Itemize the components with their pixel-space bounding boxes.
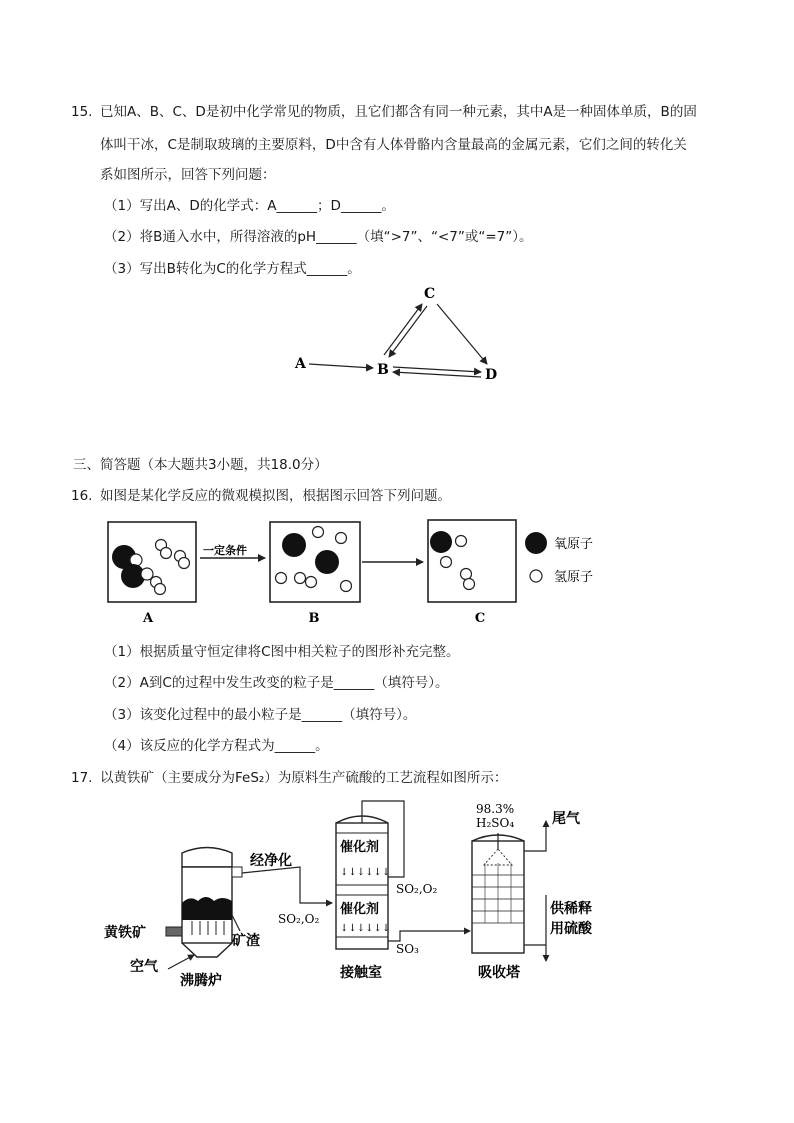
hydrogen-atom <box>141 568 153 580</box>
hydrogen-atom <box>441 557 452 568</box>
slag-outlet <box>232 915 240 931</box>
q16-number: 16. <box>71 488 93 504</box>
q15-conversion-diagram <box>285 282 515 392</box>
box-b-label: B <box>308 611 320 626</box>
air-label: 空气 <box>130 959 158 975</box>
q15-stem-line3: 系如图所示，回答下列问题： <box>100 167 276 183</box>
hydrogen-atom <box>155 584 166 595</box>
so3-label: SO₃ <box>396 942 419 956</box>
reaction-condition: 一定条件 <box>203 544 247 557</box>
q17-process-flow <box>100 795 620 990</box>
acid-concentration: 98.3% <box>476 802 515 816</box>
q15-sub2: （2）将B通入水中，所得溶液的pH______（填“>7”、“<7”或“=7”）。 <box>104 229 533 245</box>
arrow-b-to-d <box>393 367 481 372</box>
dilute-label-line1: 供稀释 <box>550 901 592 917</box>
hydrogen-atom <box>295 573 306 584</box>
hydrogen-atom <box>179 558 190 569</box>
hydrogen-atom <box>461 569 472 580</box>
q16-sub4: （4）该反应的化学方程式为______。 <box>104 738 329 754</box>
oxygen-atom <box>315 550 339 574</box>
q16-sub1: （1）根据质量守恒定律将C图中相关粒子的图形补充完整。 <box>104 644 460 660</box>
q17-stem: 以黄铁矿（主要成分为FeS₂）为原料生产硫酸的工艺流程如图所示： <box>100 770 508 786</box>
legend-hydrogen-label: 氢原子 <box>554 570 594 585</box>
box-c-label: C <box>474 611 486 626</box>
node-d: D <box>485 367 498 383</box>
legend-oxygen-icon <box>525 532 547 554</box>
furnace-to-contact-pipe <box>242 867 332 903</box>
slag-label: 矿渣 <box>232 933 260 949</box>
section-title: 三、简答题（本大题共3小题，共18.0分） <box>73 457 328 473</box>
hydrogen-atom <box>161 548 172 559</box>
pyrite-label: 黄铁矿 <box>104 925 146 941</box>
node-b: B <box>377 362 389 378</box>
hydrogen-atom <box>341 581 352 592</box>
acid-formula: H₂SO₄ <box>476 816 515 830</box>
tail-gas-pipe <box>524 821 546 851</box>
arrow-b-to-c <box>384 304 422 355</box>
arrow-d-to-b <box>393 372 481 377</box>
dilute-label-line2: 用硫酸 <box>550 921 592 937</box>
tail-gas-label: 尾气 <box>552 811 580 827</box>
catalyst-bottom-label: 催化剂 <box>340 902 380 917</box>
legend-oxygen-label: 氧原子 <box>554 537 594 552</box>
q16-micro-model <box>100 512 620 630</box>
hydrogen-atom <box>313 527 324 538</box>
catalyst-top-label: 催化剂 <box>340 840 380 855</box>
absorption-tower-label: 吸收塔 <box>478 965 520 981</box>
q15-stem-line2: 体叫干冰，C是制取玻璃的主要原料，D中含有人体骨骼内含量最高的金属元素，它们之间的转化关 <box>100 137 687 153</box>
hydrogen-atom <box>336 533 347 544</box>
node-c: C <box>424 286 436 302</box>
contact-to-tower-pipe <box>388 931 470 941</box>
arrow-a-to-b <box>309 364 373 368</box>
hydrogen-atom <box>276 573 287 584</box>
arrow-c-to-b <box>389 306 427 357</box>
q15-stem-line1: 已知A、B、C、D是初中化学常见的物质，且它们都含有同一种元素，其中A是一种固体单质，B的固 <box>100 104 697 120</box>
so2o2-outlet-label: SO₂,O₂ <box>396 882 438 896</box>
hydrogen-atom <box>306 577 317 588</box>
q15-sub3: （3）写出B转化为C的化学方程式______。 <box>104 261 361 277</box>
hydrogen-atom <box>456 536 467 547</box>
absorption-tower <box>472 833 524 953</box>
arrow-c-to-d <box>437 304 487 364</box>
legend-hydrogen-icon <box>530 570 542 582</box>
q16-sub2: （2）A到C的过程中发生改变的粒子是______（填符号）。 <box>104 675 449 691</box>
q15-number: 15. <box>71 104 93 120</box>
hydrogen-atom <box>464 579 475 590</box>
furnace-label: 沸腾炉 <box>180 973 222 989</box>
q17-number: 17. <box>71 770 93 786</box>
pyrite-feeder <box>166 927 182 936</box>
q15-sub1: （1）写出A、D的化学式：A______；D______。 <box>104 198 395 214</box>
so2o2-inlet-label: SO₂,O₂ <box>278 912 320 926</box>
catalyst-arrows-top: ↓↓↓↓↓↓ <box>340 867 391 878</box>
catalyst-arrows-bottom: ↓↓↓↓↓↓ <box>340 923 391 934</box>
oxygen-atom <box>282 533 306 557</box>
contact-chamber-label: 接触室 <box>340 965 382 981</box>
oxygen-atom <box>430 531 452 553</box>
node-a: A <box>295 356 306 372</box>
air-inlet-arrow <box>168 955 194 969</box>
q16-stem: 如图是某化学反应的微观模拟图，根据图示回答下列问题。 <box>100 488 451 504</box>
box-a-label: A <box>142 611 154 626</box>
q16-sub3: （3）该变化过程中的最小粒子是______（填符号）。 <box>104 707 417 723</box>
purify-label: 经净化 <box>250 853 292 869</box>
